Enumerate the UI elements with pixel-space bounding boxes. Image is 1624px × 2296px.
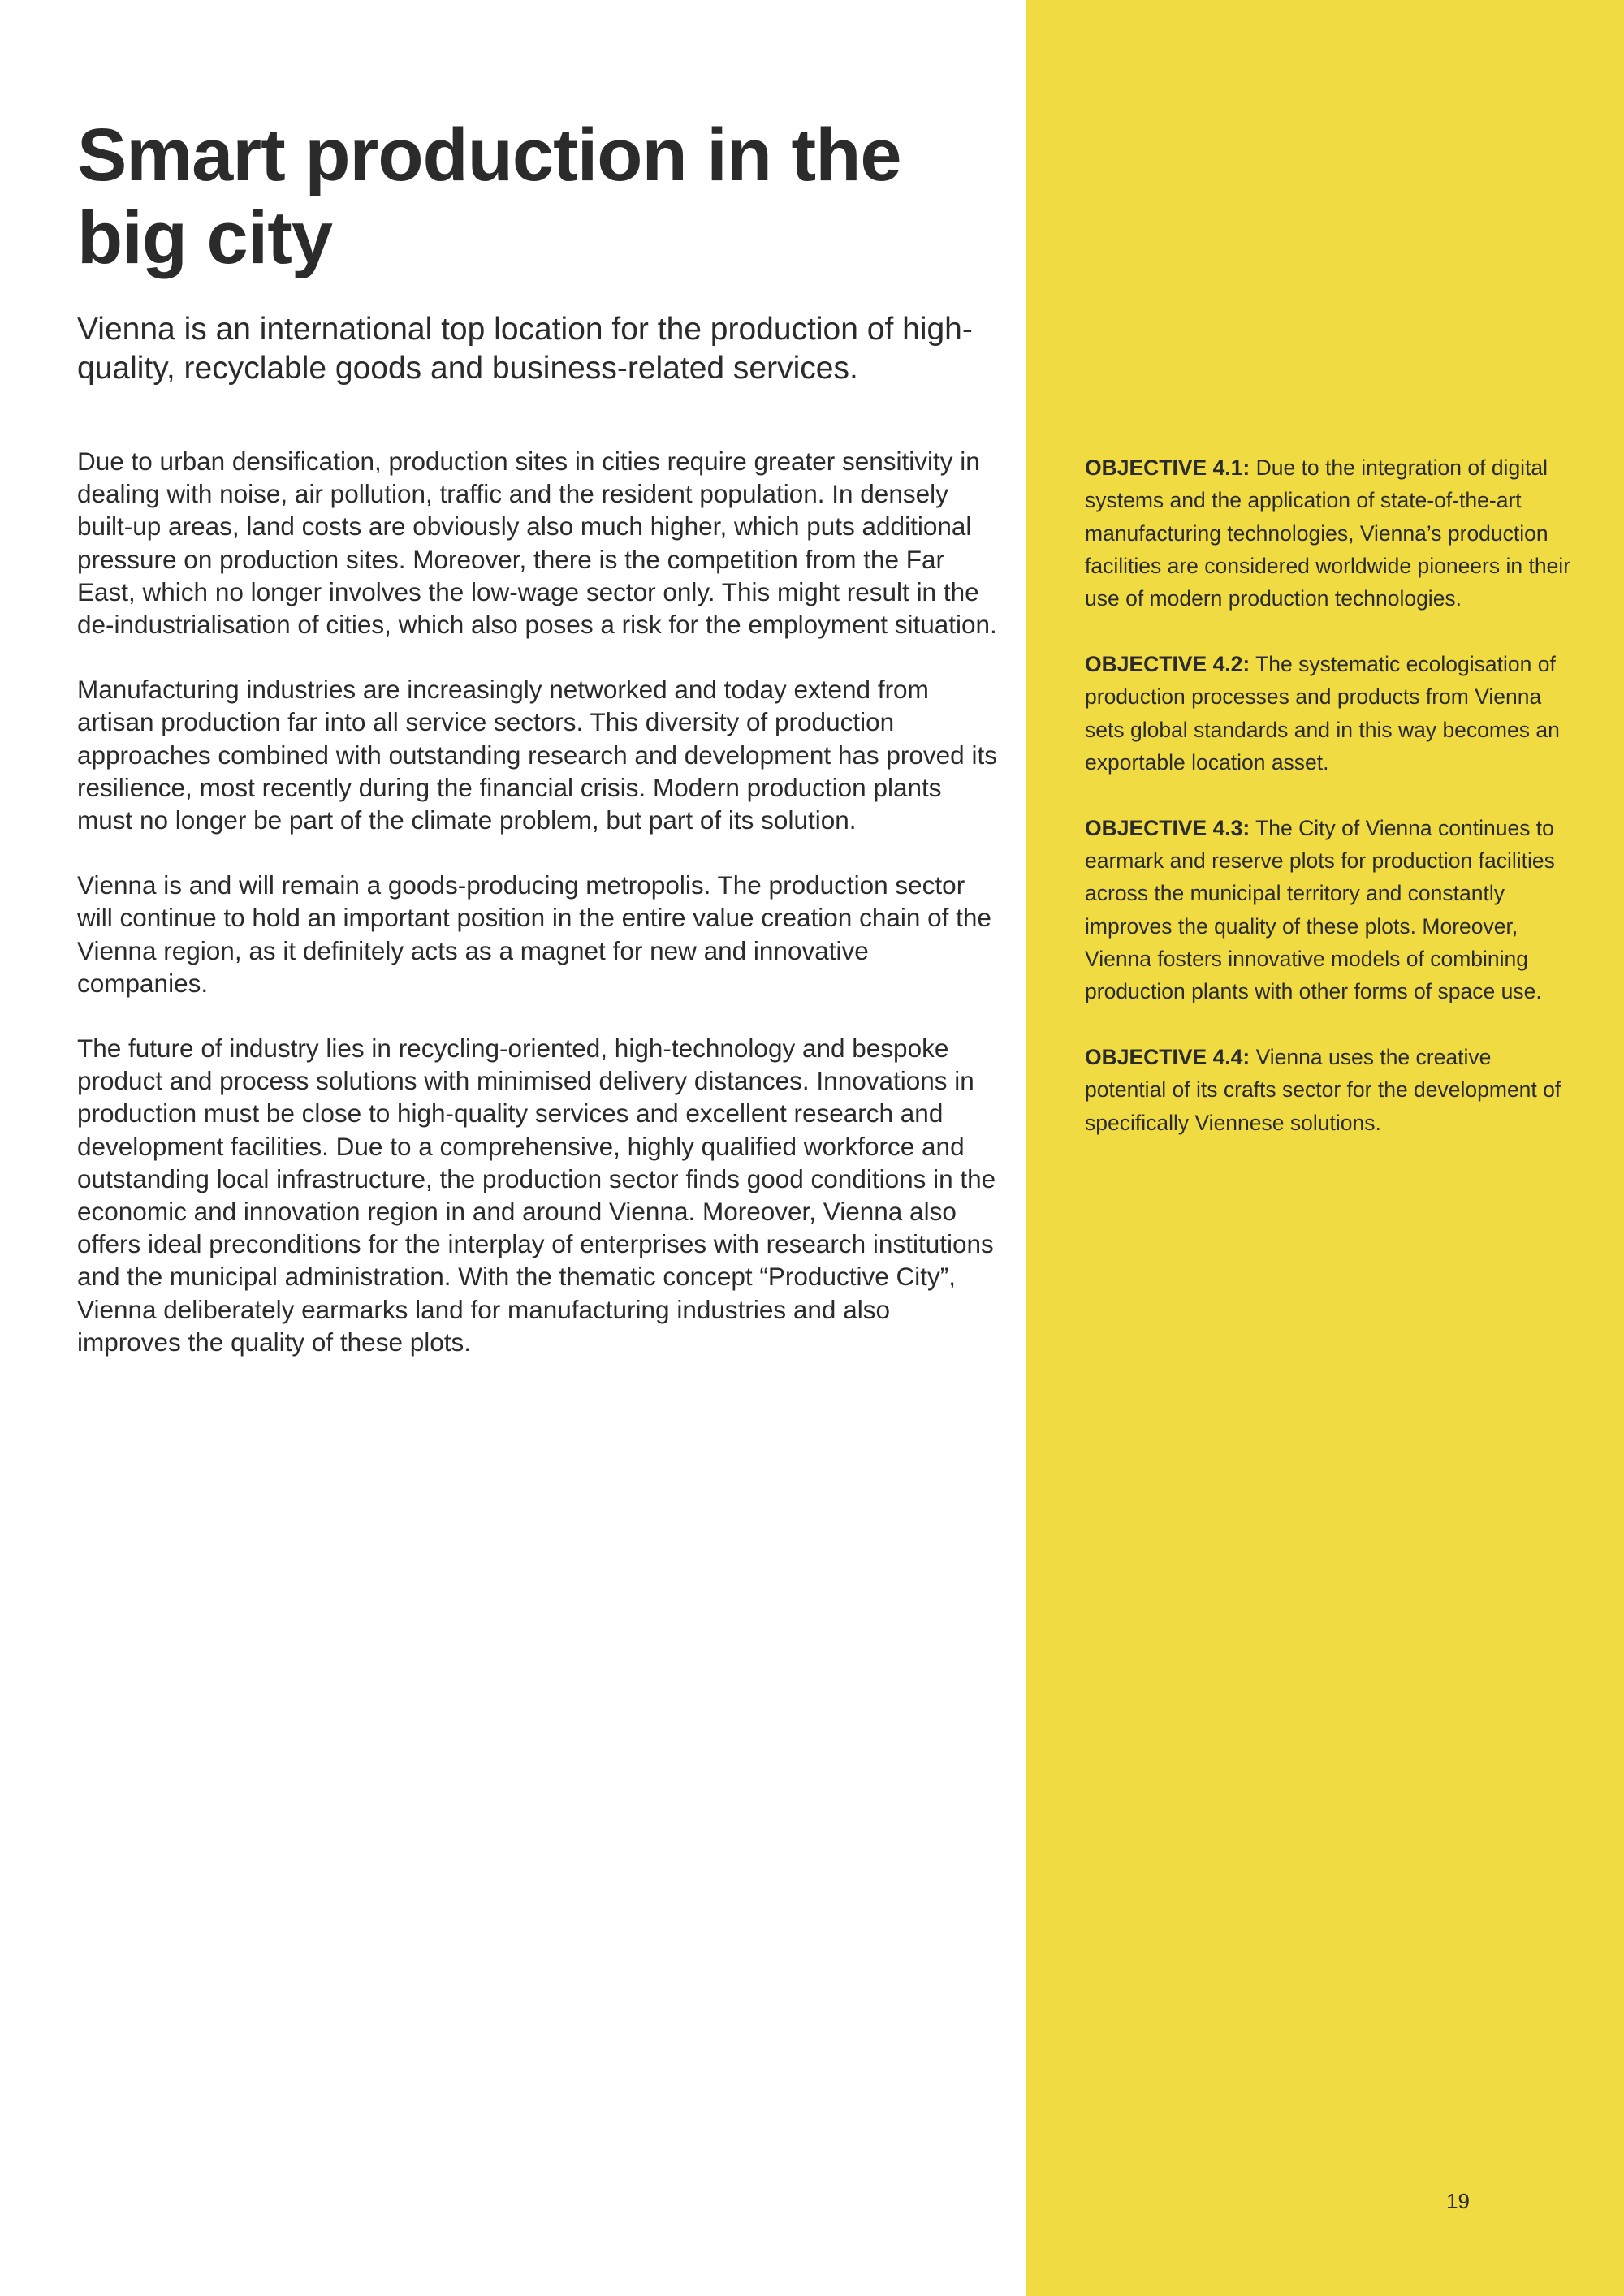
- objective-text: The systematic ecologisation of production processes and products from Vienna sets global standards and in this way becomes an exportable location asset.: [1085, 651, 1560, 775]
- objective-4-2: [1085, 648, 1572, 779]
- objective-label: OBJECTIVE 4.1:: [1085, 455, 1250, 480]
- objective-text: The City of Vienna continues to earmark and reserve plots for production facilities across the municipal territory and constantly improves the quality of these plots. Moreover, Vienna fosters innovative models of combining production plants with other forms of space use.: [1085, 815, 1555, 1004]
- body-paragraph: The future of industry lies in recycling-oriented, high-technology and bespoke product and process solutions with minimised delivery distances. Innovations in production must be close to high-quality services and excellent research and development facilities. Due to a comprehensive, highly qualified workforce and outstanding local infrastructure, the production sector finds good conditions in the economic and innovation region in and around Vienna. Moreover, Vienna also offers ideal preconditions for the interplay of enterprises with research institutions and the municipal administration. With the thematic concept “Productive City”, Vienna deliberately earmarks land for manufacturing industries and also improves the quality of these plots.: [77, 1034, 996, 1357]
- body-paragraph: Manufacturing industries are increasingly networked and today extend from artisan production far into all service sectors. This diversity of production approaches combined with outstanding research and development has proved its resilience, most recently during the financial crisis. Modern production plants must no longer be part of the climate problem, but part of its solution.: [77, 675, 997, 835]
- page-title: Smart production in the big city: [77, 114, 901, 279]
- objective-text: Vienna uses the creative potential of its crafts sector for the development of specifically Viennese solutions.: [1085, 1044, 1561, 1135]
- objectives-sidebar: [1026, 0, 1624, 2296]
- body-paragraph: Due to urban densification, production sites in cities require greater sensitivity in dealing with noise, air pollution, traffic and the resident population. In densely built-up areas, land costs are obviously also much higher, which puts additional pressure on production sites. Moreover, there is the competition from the Far East, which no longer involves the low-wage sector only. This might result in the de-industrialisation of cities, which also poses a risk for the employment situation.: [77, 447, 997, 640]
- objective-4-3: [1085, 812, 1572, 1008]
- objective-4-4: [1085, 1041, 1572, 1139]
- objective-4-1: [1085, 451, 1572, 615]
- objectives-list: [1085, 451, 1572, 1172]
- page-number: 19: [1446, 2189, 1470, 2213]
- body-paragraph: Vienna is and will remain a goods-producing metropolis. The production sector will continue to hold an important position in the entire value creation chain of the Vienna region, as it definitely acts as a magnet for new and innovative companies.: [77, 870, 991, 998]
- body-text: [77, 445, 999, 1358]
- objective-label: OBJECTIVE 4.4:: [1085, 1044, 1250, 1069]
- objective-label: OBJECTIVE 4.2:: [1085, 651, 1250, 676]
- objective-text: Due to the integration of digital systems and the application of state-of-the-art manufacturing technologies, Vienna’s production facilities are considered worldwide pioneers in their use of modern production technologies.: [1085, 455, 1571, 611]
- objective-label: OBJECTIVE 4.3:: [1085, 815, 1250, 840]
- lead-paragraph: Vienna is an international top location for the production of high-quality, recyclable goods and business-related services.: [77, 312, 973, 386]
- main-column: [77, 114, 999, 1391]
